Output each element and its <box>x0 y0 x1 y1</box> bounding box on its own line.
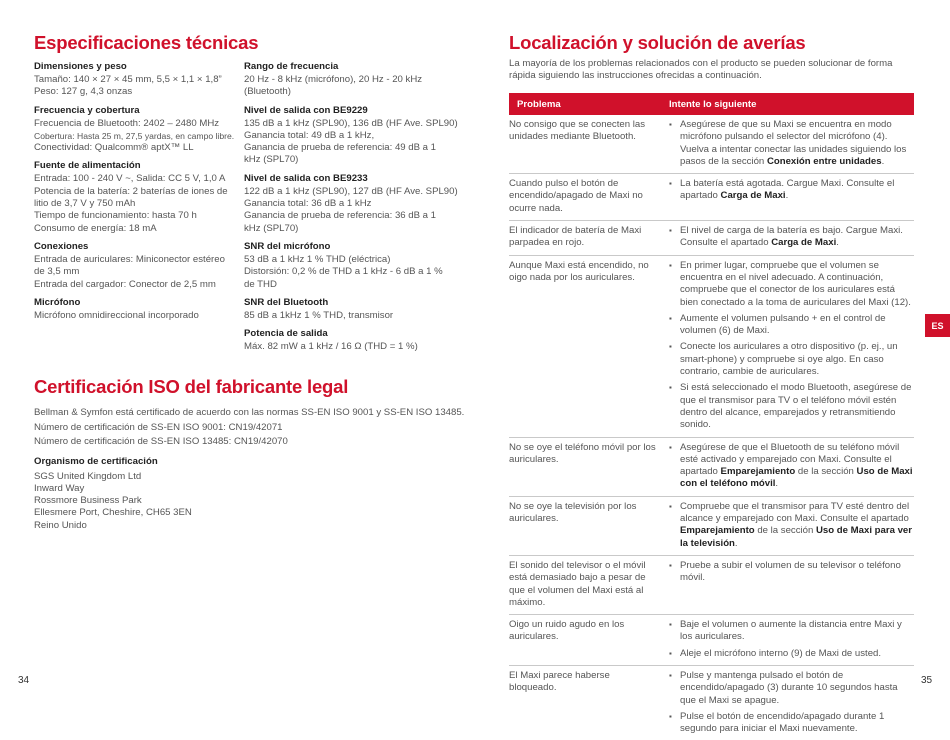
spec-line: Ganancia de prueba de referencia: 49 dB a 1 <box>244 142 437 154</box>
solution-item <box>669 382 914 431</box>
solution-text-part: . <box>775 478 779 490</box>
iso-line: Bellman & Symfon está certificado de acuerdo con las normas SS-EN ISO 9001 y SS-EN ISO 13485. <box>34 407 465 418</box>
spec-line: 122 dB a 1 kHz (SPL90), 127 dB (HF Ave. SPL90) <box>244 185 458 197</box>
iso-title: Certificación ISO del fabricante legal <box>34 376 349 397</box>
spec-line: Conectividad: Qualcomm® aptX™ LL <box>34 142 194 154</box>
solution-item <box>669 260 914 309</box>
solution-item <box>669 670 914 707</box>
header-solution: Intente lo siguiente <box>669 98 757 110</box>
solution-reference: Uso de Maxi con el teléfono móvil <box>680 466 913 490</box>
spec-heading: Micrófono <box>34 296 81 308</box>
solution-text <box>680 442 914 491</box>
spec-line: Ganancia total: 36 dB a 1 kHz <box>244 198 372 210</box>
solution-text-part: El nivel de carga de la batería es bajo. Cargue Maxi. Consulte el apartado <box>680 225 903 249</box>
solution-text-part: Pulse el botón de encendido/apagado durante 1 segundo para iniciar el Maxi nuevamente. <box>680 710 885 735</box>
spec-line: de 3,5 mm <box>34 266 80 278</box>
solution-text-part: . <box>734 537 738 549</box>
solution-text <box>680 382 914 431</box>
solution-text <box>680 648 881 660</box>
solution-text-part: Conecte los auriculares a otro dispositivo (p. ej., un smart-phone) y compruebe si oye algo. En caso contrario, cambie de auriculares. <box>680 341 898 378</box>
problem-cell: El indicador de batería de Maxi parpadea en rojo. <box>509 225 642 249</box>
solution-reference: Uso de Maxi para ver la televisión <box>680 525 912 549</box>
spec-block <box>244 105 459 167</box>
solution-text <box>680 560 914 585</box>
spec-line: Tamaño: 140 × 27 × 45 mm, 5,5 × 1,1 × 1,8” <box>34 74 222 85</box>
spec-line: Entrada de auriculares: Miniconector estéreo <box>34 253 225 265</box>
org-address-line: Rossmore Business Park <box>34 495 142 507</box>
iso-line: Número de certificación de SS-EN ISO 13485: CN19/42070 <box>34 436 288 447</box>
solution-text <box>680 119 914 168</box>
spec-heading: Potencia de salida <box>244 328 328 340</box>
problem-cell: Aunque Maxi está encendido, no oigo nada por los auriculares. <box>509 259 649 283</box>
spec-heading: Frecuencia y cobertura <box>34 104 140 116</box>
spec-line: Entrada del cargador: Conector de 2,5 mm <box>34 278 216 290</box>
spec-line: de THD <box>244 278 277 290</box>
spec-line: Ganancia de prueba de referencia: 36 dB a 1 <box>244 210 437 222</box>
solution-item <box>669 560 914 585</box>
spec-block <box>34 105 249 155</box>
problem-cell: Cuando pulso el botón de encendido/apagado de Maxi no ocurre nada. <box>509 178 643 214</box>
bullet-icon: ▪ <box>669 179 672 189</box>
bullet-icon: ▪ <box>669 442 672 452</box>
spec-line: (Bluetooth) <box>244 86 291 98</box>
solution-text-part: Compruebe que el transmisor para TV esté dentro del alcance y emparejado con Maxi. Consulte el apartado <box>680 500 910 525</box>
spec-line: Entrada: 100 - 240 V ~, Salida: CC 5 V, 1,0 A <box>34 173 226 185</box>
spec-block <box>34 160 249 234</box>
bullet-icon: ▪ <box>669 260 672 270</box>
solution-text-part: En primer lugar, compruebe que el volumen se encuentra en el nivel adecuado. A continuación, compruebe que el conector de los auriculares está bien conectado a la toma de auriculares del Maxi (12). <box>680 259 911 308</box>
spec-block <box>34 241 249 291</box>
spec-line: litio de 3,7 V y 750 mAh <box>34 198 136 210</box>
spec-line: kHz (SPL70) <box>244 154 299 166</box>
solution-text-part: . <box>881 155 885 167</box>
solution-cell <box>669 178 914 215</box>
solution-item <box>669 119 914 168</box>
table-row <box>509 256 914 438</box>
solution-text-part: Pruebe a subir el volumen de su televisor o teléfono móvil. <box>680 559 901 584</box>
spec-heading: Nivel de salida con BE9233 <box>244 172 368 184</box>
problem-cell: El sonido del televisor o el móvil está demasiado bajo a pesar de que el volumen del Maxi está al máximo. <box>509 559 646 608</box>
problem-cell: El Maxi parece haberse bloqueado. <box>509 669 610 694</box>
solution-item <box>669 178 914 203</box>
solution-text-part: Asegúrese de que su Maxi se encuentra en modo micrófono pulsando el selector del micrófono (4). Vuelva a intentar conectar las unidades siguiendo los pasos de la sección <box>680 119 907 167</box>
solution-text-part: Pulse y mantenga pulsado el botón de encendido/apagado (3) durante 10 segundos hasta que el Maxi se apague. <box>680 669 898 706</box>
bullet-icon: ▪ <box>669 342 672 352</box>
org-address-line: Reino Unido <box>34 519 87 531</box>
spec-line: Micrófono omnidireccional incorporado <box>34 309 199 321</box>
solution-cell <box>669 560 914 609</box>
page-number-right: 35 <box>921 675 933 686</box>
table-body <box>509 115 914 740</box>
solution-item <box>669 442 914 491</box>
solution-text-part: La batería está agotada. Cargue Maxi. Consulte el apartado <box>680 178 895 202</box>
spec-block <box>244 61 459 99</box>
org-address-line: SGS United Kingdom Ltd <box>34 470 142 482</box>
spec-line: kHz (SPL70) <box>244 222 299 234</box>
bullet-icon: ▪ <box>669 120 672 129</box>
iso-section <box>34 406 465 532</box>
table-header <box>509 93 914 115</box>
specs-title: Especificaciones técnicas <box>34 32 259 53</box>
table-row <box>509 497 914 556</box>
solution-cell <box>669 225 914 250</box>
table-row <box>509 556 914 615</box>
solution-item <box>669 313 914 338</box>
solution-text-part: Aumente el volumen pulsando + en el control de volumen (6) de Maxi. <box>680 312 886 337</box>
solution-text-part: Si está seleccionado el modo Bluetooth, asegúrese de que el transmisor para TV o el teléfono móvil estén dentro del alcance, emparejados y retransmitiendo sonido. <box>680 382 912 431</box>
solution-reference: Conexión entre unidades <box>766 155 882 167</box>
solution-cell <box>669 442 914 491</box>
iso-lines <box>34 406 465 450</box>
spec-line: Frecuencia de Bluetooth: 2402 – 2480 MHz <box>34 117 220 129</box>
troubleshooting-intro: La mayoría de los problemas relacionados con el producto se pueden solucionar de forma rápida siguiendo las instrucciones ofrecidas a continuación. <box>509 58 893 82</box>
table-row <box>509 438 914 497</box>
table-row <box>509 115 914 174</box>
solution-text-part: Baje el volumen o aumente la distancia entre Maxi y los auriculares. <box>680 619 902 643</box>
table-row <box>509 174 914 221</box>
problem-cell: No se oye la televisión por los auriculares. <box>509 500 637 525</box>
solution-text-part: Asegúrese de que el Bluetooth de su teléfono móvil esté activado y emparejado con Maxi. Consulte el apartado <box>680 441 900 478</box>
solution-text-part: de la sección <box>754 525 816 537</box>
specs-column-2 <box>244 61 459 359</box>
solution-text-part: . <box>836 237 839 249</box>
org-address-line: Ellesmere Port, Cheshire, CH65 3EN <box>34 507 192 519</box>
bullet-icon: ▪ <box>669 383 672 393</box>
solution-item <box>669 619 914 644</box>
language-tab: ES <box>925 314 950 337</box>
spec-line: Ganancia total: 49 dB a 1 kHz, <box>244 129 375 141</box>
solution-text-part: Aleje el micrófono interno (9) de Maxi de usted. <box>680 647 882 659</box>
solution-cell <box>669 670 914 735</box>
solution-text-part: . <box>785 190 789 202</box>
solution-cell <box>669 501 914 550</box>
solution-item <box>669 501 914 550</box>
org-heading: Organismo de certificación <box>34 455 158 467</box>
table-row <box>509 615 914 666</box>
solution-text <box>680 501 914 550</box>
spec-line: Tiempo de funcionamiento: hasta 70 h <box>34 210 197 222</box>
bullet-icon: ▪ <box>669 501 672 511</box>
spec-line: Distorsión: 0,2 % de THD a 1 kHz - 6 dB a 1 % <box>244 266 443 278</box>
spec-line: Peso: 127 g, 4,3 onzas <box>34 86 133 98</box>
bullet-icon: ▪ <box>669 313 672 323</box>
spec-line: Cobertura: Hasta 25 m, 27,5 yardas, en campo libre. <box>34 130 235 141</box>
solution-item <box>669 225 914 250</box>
solution-cell <box>669 619 914 660</box>
spec-heading: Dimensiones y peso <box>34 61 127 72</box>
solution-reference: Emparejamiento <box>720 466 796 478</box>
spec-line: 85 dB a 1kHz 1 % THD, transmisor <box>244 309 394 321</box>
table-row <box>509 221 914 256</box>
specs-column-1 <box>34 61 249 328</box>
spec-heading: Rango de frecuencia <box>244 61 339 72</box>
solution-reference: Carga de Maxi <box>720 190 786 202</box>
header-problem: Problema <box>517 98 561 110</box>
spec-block <box>244 173 459 235</box>
iso-line: Número de certificación de SS-EN ISO 9001: CN19/42071 <box>34 421 283 433</box>
solution-text <box>680 341 914 378</box>
spec-line: 135 dB a 1 kHz (SPL90), 136 dB (HF Ave. SPL90) <box>244 117 458 129</box>
spec-heading: Nivel de salida con BE9229 <box>244 104 368 116</box>
solution-item <box>669 341 914 378</box>
page-number-left: 34 <box>18 675 30 686</box>
solution-cell <box>669 119 914 168</box>
spec-block <box>244 241 459 291</box>
solution-text <box>680 313 914 338</box>
bullet-icon: ▪ <box>669 648 672 658</box>
bullet-icon: ▪ <box>669 711 672 721</box>
spec-line: 20 Hz - 8 kHz (micrófono), 20 Hz - 20 kHz <box>244 74 423 85</box>
solution-text <box>680 260 914 309</box>
spec-heading: Conexiones <box>34 240 89 252</box>
solution-text <box>680 711 914 736</box>
problem-cell: No consigo que se conecten las unidades mediante Bluetooth. <box>509 119 645 143</box>
spec-block <box>34 297 249 322</box>
spec-line: 53 dB a 1 kHz 1 % THD (eléctrica) <box>244 253 391 265</box>
table-row <box>509 666 914 740</box>
spec-line: Consumo de energía: 18 mA <box>34 222 157 234</box>
spec-line: Máx. 82 mW a 1 kHz / 16 Ω (THD = 1 %) <box>244 341 418 353</box>
solution-text <box>680 225 914 250</box>
solution-text <box>680 619 914 644</box>
troubleshooting-table <box>509 93 914 740</box>
org-address-line: Inward Way <box>34 482 85 494</box>
problem-cell: Oigo un ruido agudo en los auriculares. <box>509 619 625 643</box>
spec-heading: SNR del Bluetooth <box>244 296 329 308</box>
bullet-icon: ▪ <box>669 620 672 630</box>
spec-block <box>244 328 459 353</box>
solution-text <box>680 178 914 203</box>
solution-text <box>680 670 914 707</box>
solution-item <box>669 648 914 660</box>
spec-block <box>34 61 249 99</box>
spec-heading: SNR del micrófono <box>244 240 331 252</box>
spec-block <box>244 297 459 322</box>
bullet-icon: ▪ <box>669 226 672 236</box>
solution-text-part: de la sección <box>795 466 857 478</box>
solution-item <box>669 711 914 736</box>
solution-cell <box>669 260 914 432</box>
bullet-icon: ▪ <box>669 560 672 570</box>
problem-cell: No se oye el teléfono móvil por los auriculares. <box>509 441 656 465</box>
spec-line: Potencia de la batería: 2 baterías de iones de <box>34 185 228 197</box>
solution-reference: Carga de Maxi <box>771 237 837 249</box>
spec-heading: Fuente de alimentación <box>34 160 141 172</box>
solution-reference: Emparejamiento <box>680 525 755 537</box>
bullet-icon: ▪ <box>669 670 672 680</box>
troubleshooting-title: Localización y solución de averías <box>509 32 806 53</box>
org-address <box>34 471 454 532</box>
